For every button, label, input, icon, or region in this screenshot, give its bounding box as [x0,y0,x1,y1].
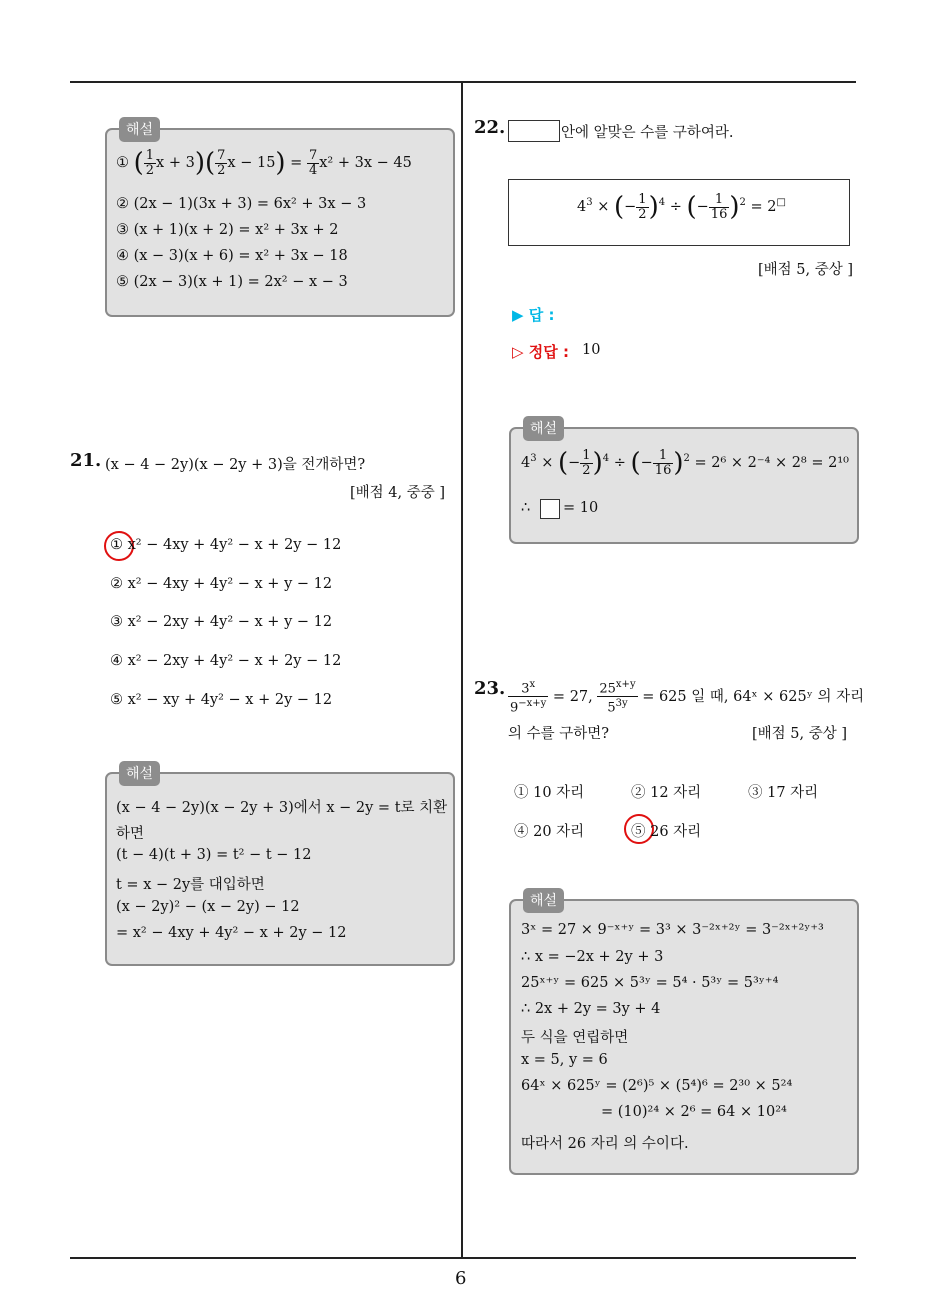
solution-line: = x² − 4xy + 4y² − x + 2y − 12 [116,925,347,941]
solution-line: x = 5, y = 6 [521,1052,608,1068]
score-label: [배점 5, 중상 ] [752,726,848,742]
top-rule [70,81,856,83]
blank-box [508,120,560,142]
solution-line: t = x − 2y를 대입하면 [116,877,265,893]
question-text: $\frac{3^x}{9^{-x+y}}$ = 27, $\frac{25^{x+y}}{5^{3y}}$ = 625 일 때, 64ˣ × 625ʸ 의 자리 [510,679,865,716]
solution-line: ∴ [521,500,531,516]
answer-option-1[interactable]: ① x² − 4xy + 4y² − x + 2y − 12 [110,537,342,553]
correct-answer-value: 10 [582,342,601,358]
column-divider [461,83,463,1257]
equation: $4^3$ × (− $\frac{1}{2}$ )$^4$ ÷ (− $\frac{1}{16}$ )$^2$ = 2□ [577,191,786,222]
solution-line: (t − 4)(t + 3) = t² − t − 12 [116,847,312,863]
answer-option-5[interactable]: ⑤ x² − xy + 4y² − x + 2y − 12 [110,692,333,708]
solution-line: 64ˣ × 625ʸ = (2⁶)⁵ × (5⁴)⁶ = 2³⁰ × 5²⁴ [521,1078,793,1094]
solution-tag: 해설 [119,117,160,142]
solution-line: 25ˣ⁺ʸ = 625 × 5³ʸ = 5⁴ · 5³ʸ = 5³ʸ⁺⁴ [521,975,779,991]
solution-line: = 10 [563,500,599,516]
answer-option-2[interactable]: ② x² − 4xy + 4y² − x + y − 12 [110,576,333,592]
question-number: 22. [474,117,506,138]
solution-line: 두 식을 연립하면 [521,1030,629,1046]
solution-line: $4^3$ × (− $\frac{1}{2}$ )$^4$ ÷ (− $\frac{1}{16}$ )$^2$ = 2⁶ × 2⁻⁴ × 2⁸ = 2¹⁰ [521,447,849,478]
question-number: 21. [70,450,102,471]
answer-option-5[interactable]: ⑤ 26 자리 [631,824,702,840]
answer-option-4[interactable]: ④ 20 자리 [514,824,585,840]
question-number: 23. [474,678,506,699]
answer-option-3[interactable]: ③ 17 자리 [748,785,819,801]
solution-line: ② (2x − 1)(3x + 3) = 6x² + 3x − 3 [116,196,367,212]
answer-option-1[interactable]: ① 10 자리 [514,785,585,801]
answer-option-2[interactable]: ② 12 자리 [631,785,702,801]
solution-line: ① ( $\frac{1}{2}$ x + 3)( $\frac{7}{2}$ x − 15) = $\frac{7}{4}$ x² + 3x − 45 [116,147,412,178]
solution-box-22 [509,427,859,544]
solution-line: 따라서 26 자리 의 수이다. [521,1136,689,1152]
solution-tag: 해설 [523,888,564,913]
solution-line: ⑤ (2x − 3)(x + 1) = 2x² − x − 3 [116,274,348,290]
blank-box [540,499,560,519]
question-text-line2: 의 수를 구하면? [508,726,610,742]
page-number: 6 [455,1268,467,1289]
solution-line: ∴ x = −2x + 2y + 3 [521,949,664,965]
solution-line: 3ˣ = 27 × 9⁻ˣ⁺ʸ = 3³ × 3⁻²ˣ⁺²ʸ = 3⁻²ˣ⁺²ʸ⁺³ [521,922,824,938]
solution-line: 하면 [116,826,145,842]
correct-answer-label: ▷ 정답 : [512,343,569,361]
solution-line: (x − 2y)² − (x − 2y) − 12 [116,899,300,915]
answer-label: ▶ 답 : [512,306,555,324]
answer-option-4[interactable]: ④ x² − 2xy + 4y² − x + 2y − 12 [110,653,342,669]
solution-line: ③ (x + 1)(x + 2) = x² + 3x + 2 [116,222,339,238]
solution-line: ∴ 2x + 2y = 3y + 4 [521,1001,661,1017]
score-label: [배점 4, 중중 ] [350,485,446,501]
question-text: (x − 4 − 2y)(x − 2y + 3)을 전개하면? [105,457,366,473]
solution-line: (x − 4 − 2y)(x − 2y + 3)에서 x − 2y = t로 치환 [116,800,448,816]
answer-option-3[interactable]: ③ x² − 2xy + 4y² − x + y − 12 [110,614,333,630]
solution-tag: 해설 [523,416,564,441]
question-text: 안에 알맞은 수를 구하여라. [561,125,734,141]
solution-line: = (10)²⁴ × 2⁶ = 64 × 10²⁴ [601,1104,787,1120]
solution-tag: 해설 [119,761,160,786]
bottom-rule [70,1257,856,1259]
solution-line: ④ (x − 3)(x + 6) = x² + 3x − 18 [116,248,348,264]
score-label: [배점 5, 중상 ] [758,262,854,278]
